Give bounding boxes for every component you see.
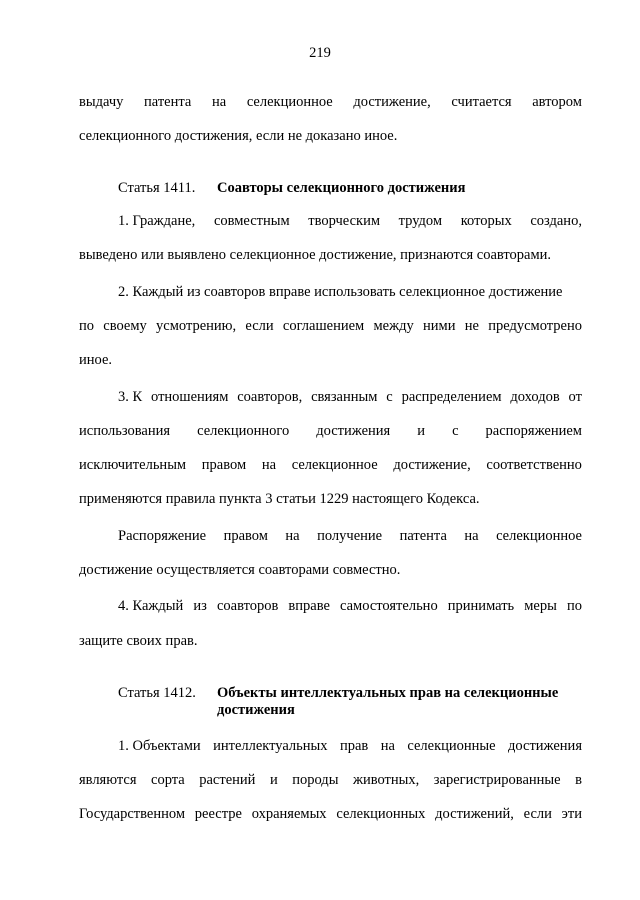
word: соглашением: [282, 318, 365, 334]
word: растений: [199, 772, 256, 788]
text-line: [79, 318, 582, 335]
word: если: [245, 318, 274, 334]
word: использования: [79, 423, 171, 439]
word: исключительным: [79, 457, 187, 473]
text-line: иное.: [79, 352, 113, 368]
word: селекционных: [336, 806, 426, 822]
article-title: Объекты интеллектуальных прав на селекционные достижения: [217, 685, 559, 718]
word: Государственном: [79, 806, 186, 822]
article-number: Статья 1412.: [118, 685, 196, 701]
text-line: [118, 213, 582, 230]
word: правом: [201, 457, 247, 473]
text-line: 2. Каждый из соавторов вправе использовать селекционное достижение: [118, 284, 563, 300]
text-line: [79, 457, 582, 474]
word: отношениям: [151, 389, 229, 405]
text-line: [79, 423, 582, 440]
word: достижений,: [435, 806, 514, 822]
word: предусмотрено: [488, 318, 582, 334]
text-line: [118, 738, 582, 755]
word: зарегистрированные: [433, 772, 561, 788]
word: породы: [292, 772, 339, 788]
word: 1. Граждане,: [118, 213, 196, 229]
word: и: [269, 772, 278, 788]
word: 3. К: [118, 389, 143, 405]
word: своему: [103, 318, 147, 334]
word: от: [568, 389, 582, 405]
word: интеллектуальных: [213, 738, 328, 754]
word: которых: [460, 213, 512, 229]
word: связанным: [311, 389, 378, 405]
word: не: [464, 318, 479, 334]
word: реестре: [194, 806, 242, 822]
word: выдачу: [79, 94, 124, 110]
word: с: [452, 423, 459, 439]
word: с: [386, 389, 393, 405]
word: доходов: [510, 389, 560, 405]
word: меры: [524, 598, 557, 614]
text-line: [79, 806, 582, 823]
word: вправе: [288, 598, 330, 614]
word: и: [417, 423, 426, 439]
word: считается: [451, 94, 512, 110]
word: совместным: [213, 213, 290, 229]
word: между: [373, 318, 414, 334]
word: творческим: [308, 213, 381, 229]
word: ними: [423, 318, 456, 334]
word: на: [211, 94, 227, 110]
text-line: [118, 528, 582, 545]
word: охраняемых: [251, 806, 327, 822]
word: селекционное: [496, 528, 582, 544]
word: достижения: [316, 423, 391, 439]
word: 1. Объектами: [118, 738, 201, 754]
word: распределением: [401, 389, 502, 405]
article-number: Статья 1411.: [118, 180, 196, 196]
word: создано,: [530, 213, 582, 229]
word: на: [464, 528, 479, 544]
word: распоряжением: [485, 423, 582, 439]
word: на: [285, 528, 300, 544]
text-line: достижение осуществляется соавторами совместно.: [79, 562, 401, 578]
word: селекционные: [407, 738, 496, 754]
text-line: [79, 94, 582, 111]
word: на: [380, 738, 395, 754]
word: правом: [223, 528, 268, 544]
text-line: селекционного достижения, если не доказано иное.: [79, 128, 398, 144]
text-line: выведено или выявлено селекционное достижение, признаются соавторами.: [79, 247, 552, 263]
word: селекционного: [197, 423, 290, 439]
word: сорта: [151, 772, 185, 788]
text-line: защите своих прав.: [79, 633, 198, 649]
word: селекционное: [246, 94, 333, 110]
word: достижения: [508, 738, 582, 754]
text-line: [118, 598, 582, 615]
word: получение: [317, 528, 383, 544]
word: по: [79, 318, 95, 334]
word: трудом: [398, 213, 443, 229]
word: принимать: [447, 598, 515, 614]
text-line: [79, 772, 582, 789]
word: соответственно: [486, 457, 582, 473]
word: в: [575, 772, 582, 788]
word: соавторов: [216, 598, 279, 614]
page-number: 219: [309, 45, 331, 61]
word: достижение,: [353, 94, 431, 110]
word: селекционное: [291, 457, 378, 473]
word: соавторов,: [237, 389, 303, 405]
word: прав: [339, 738, 369, 754]
word: достижение,: [393, 457, 471, 473]
word: животных,: [352, 772, 420, 788]
word: из: [193, 598, 207, 614]
text-line: применяются правила пункта 3 статьи 1229 настоящего Кодекса.: [79, 491, 480, 507]
word: автором: [532, 94, 582, 110]
article-title: Соавторы селекционного достижения: [217, 180, 466, 196]
word: являются: [79, 772, 137, 788]
word: по: [566, 598, 582, 614]
text-line: [118, 389, 582, 406]
word: Распоряжение: [118, 528, 207, 544]
word: патента: [399, 528, 447, 544]
word: 4. Каждый: [118, 598, 184, 614]
word: усмотрению,: [156, 318, 237, 334]
word: на: [261, 457, 277, 473]
word: патента: [144, 94, 192, 110]
word: самостоятельно: [340, 598, 438, 614]
word: если: [523, 806, 552, 822]
word: эти: [561, 806, 582, 822]
